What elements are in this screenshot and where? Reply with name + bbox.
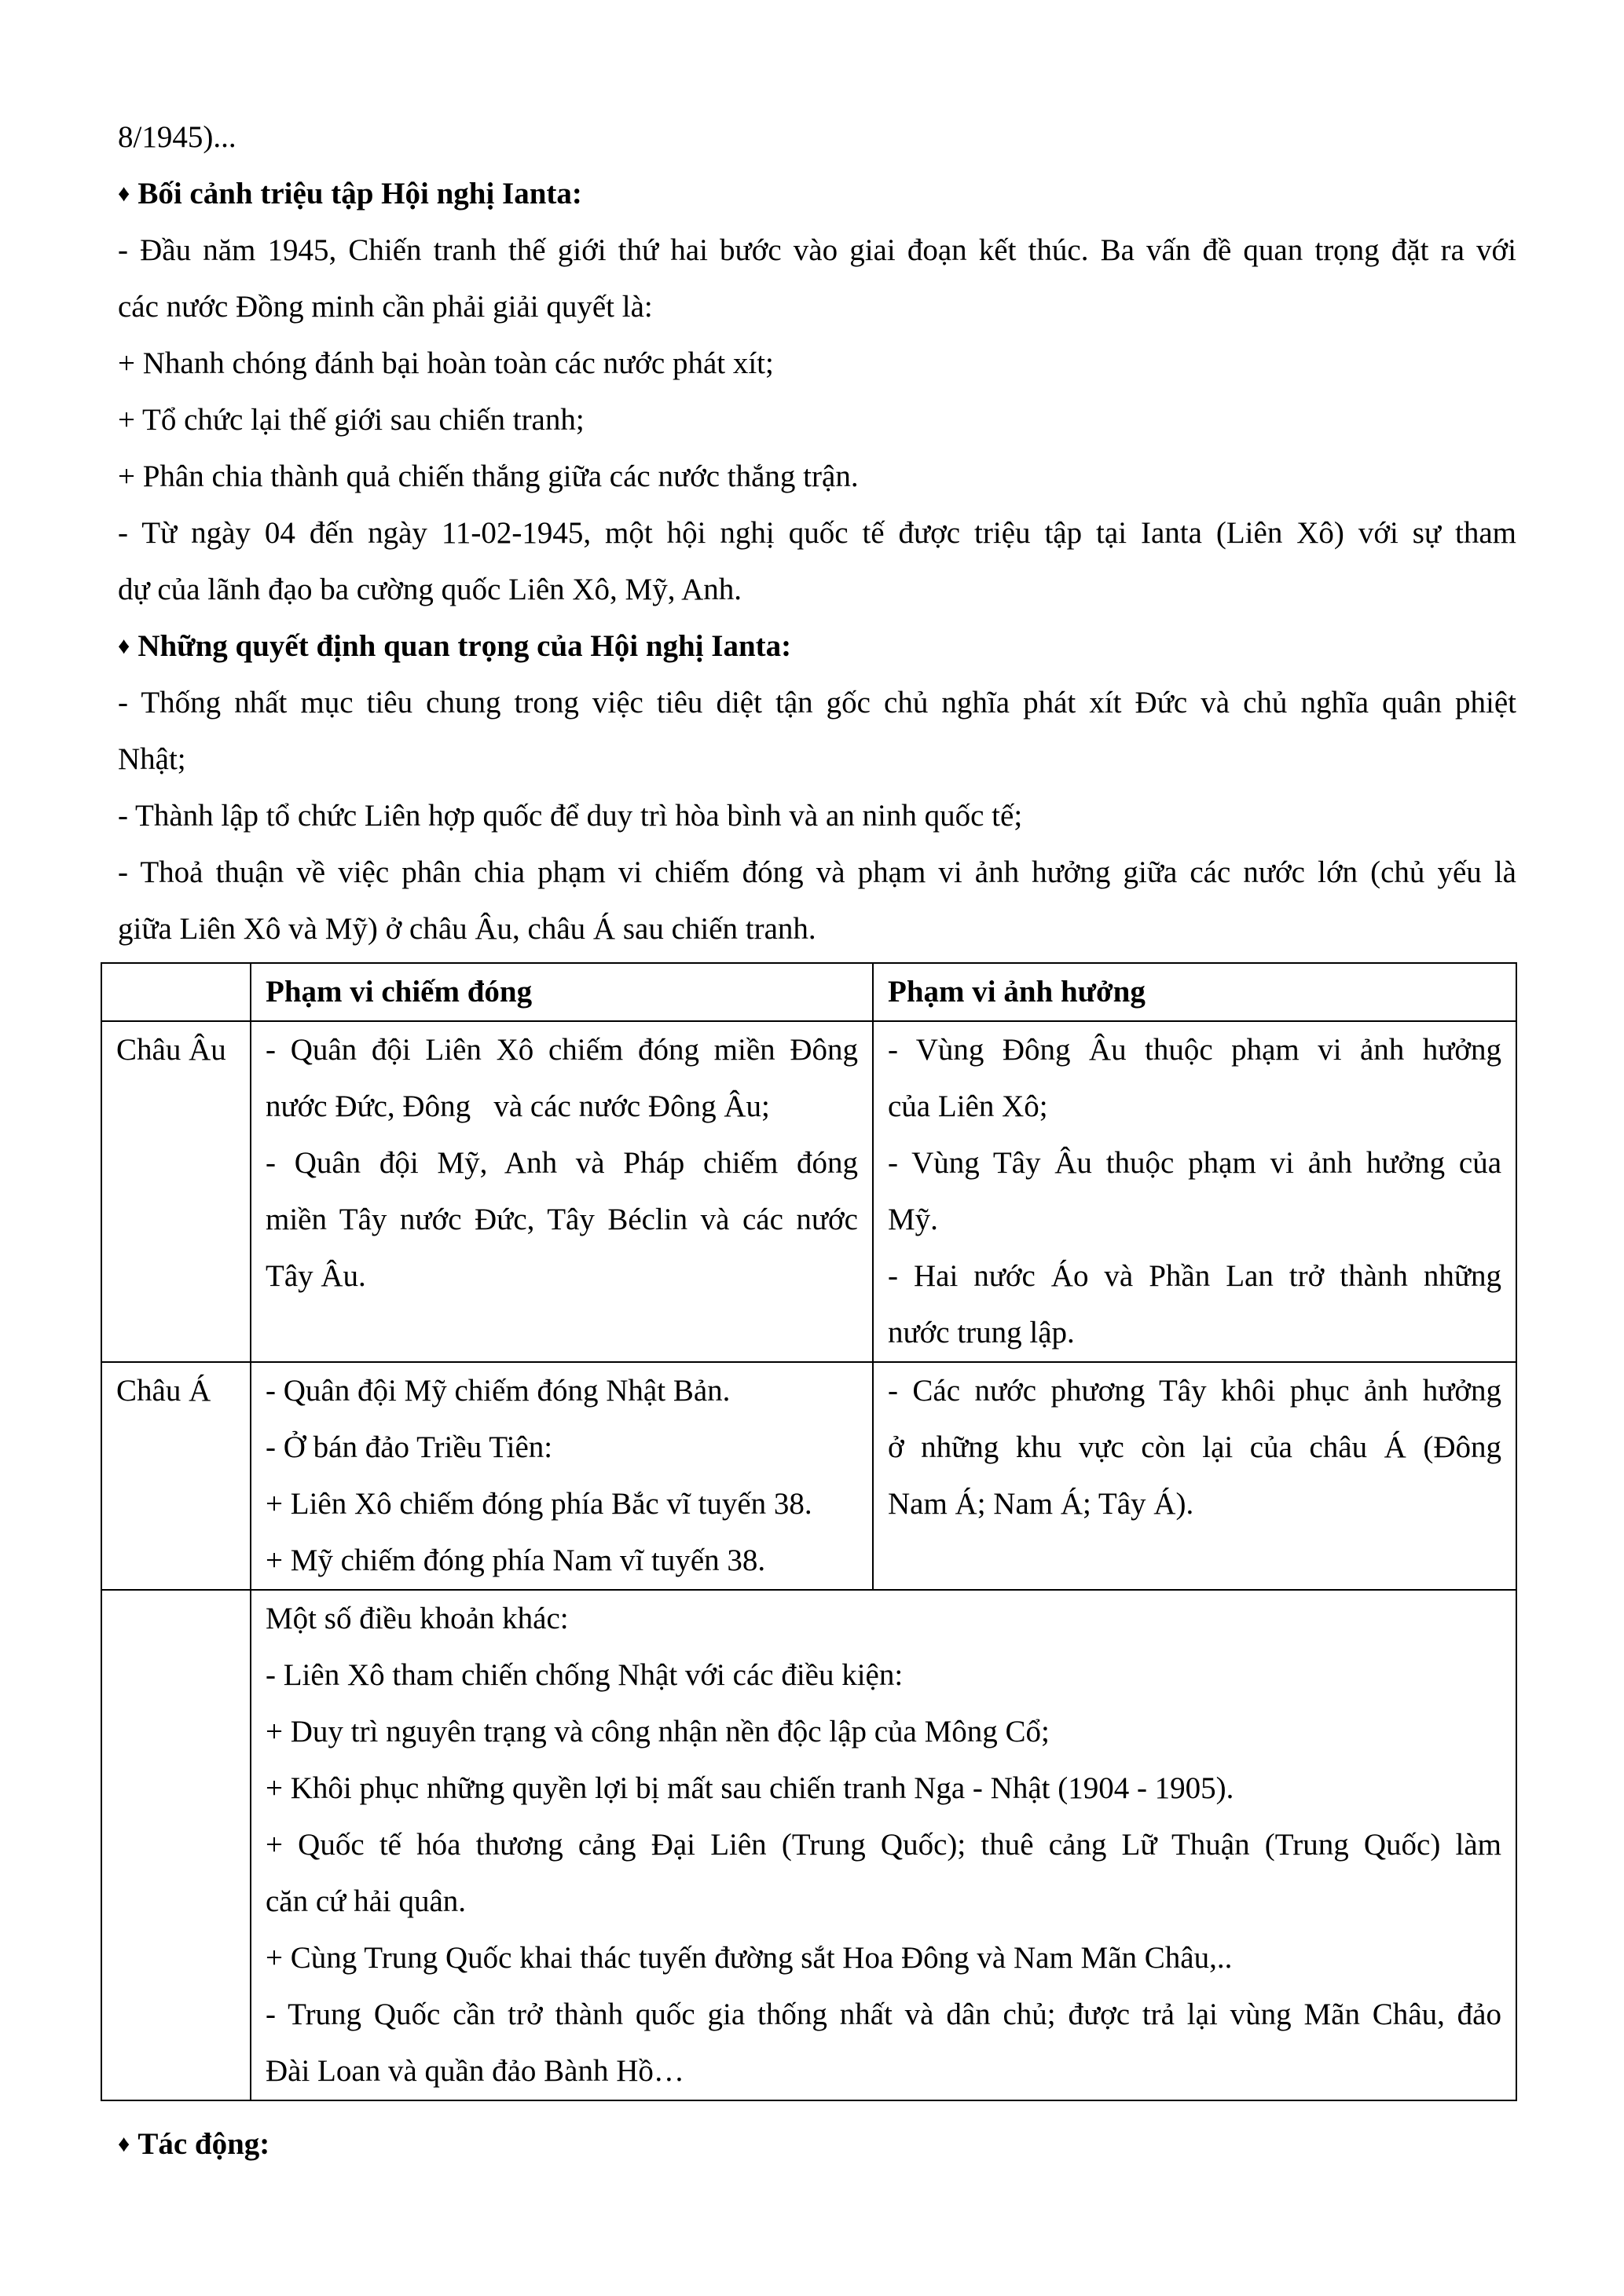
cell-line: Nam Á; Nam Á; Tây Á). — [888, 1487, 1194, 1521]
cell-line: - Ở bán đảo Triều Tiên: — [266, 1430, 553, 1464]
cell-line: - Quân đội Liên Xô chiếm đóng miền Đông — [266, 1033, 858, 1067]
cell-line: - Các nước phương Tây khôi phục ảnh hưởng — [888, 1374, 1501, 1408]
paragraph-line: + Nhanh chóng đánh bại hoàn toàn các nước phát xít; — [118, 346, 774, 380]
heading-decisions-text: Những quyết định quan trọng của Hội nghị Ianta: — [137, 629, 792, 663]
cell-line: căn cứ hải quân. — [266, 1884, 467, 1918]
europe-occupation-cell — [251, 1021, 873, 1362]
cell-line: Đài Loan và quần đảo Bành Hồ… — [266, 2054, 684, 2088]
cell-line: - Quân đội Mỹ, Anh và Pháp chiếm đóng — [266, 1146, 858, 1180]
paragraph-line: - Từ ngày 04 đến ngày 11-02-1945, một hội nghị quốc tế được triệu tập tại Ianta (Liên Xô) với sự tham — [118, 516, 1516, 550]
table-header-row — [101, 963, 1516, 1021]
cell-line: Tây Âu. — [266, 1259, 366, 1293]
table-header-influence: Phạm vi ảnh hưởng — [873, 963, 1516, 1021]
continued-text: 8/1945)... — [118, 120, 236, 154]
region-label-europe: Châu Âu — [101, 1021, 251, 1362]
cell-line: - Quân đội Mỹ chiếm đóng Nhật Bản. — [266, 1374, 731, 1408]
paragraph-line: + Phân chia thành quả chiến thắng giữa các nước thắng trận. — [118, 460, 859, 493]
cell-line: + Khôi phục những quyền lợi bị mất sau chiến tranh Nga - Nhật (1904 - 1905). — [266, 1771, 1234, 1805]
table-row-other-terms — [101, 1590, 1516, 2100]
diamond-bullet-icon: ♦ — [118, 633, 130, 659]
other-terms-label-cell — [101, 1590, 251, 2100]
paragraph-line: - Đầu năm 1945, Chiến tranh thế giới thứ hai bước vào giai đoạn kết thúc. Ba vấn đề quan trọng đặt ra với — [118, 233, 1516, 267]
paragraph-line: các nước Đồng minh cần phải giải quyết là: — [118, 290, 653, 324]
europe-influence-cell — [873, 1021, 1516, 1362]
asia-occupation-cell — [251, 1362, 873, 1590]
cell-line: - Hai nước Áo và Phần Lan trở thành những — [888, 1259, 1501, 1293]
paragraph-line: - Thoả thuận về việc phân chia phạm vi chiếm đóng và phạm vi ảnh hưởng giữa các nước lớn (chủ yếu là — [118, 855, 1516, 889]
paragraph-line: Nhật; — [118, 742, 186, 776]
cell-line: - Trung Quốc cần trở thành quốc gia thống nhất và dân chủ; được trả lại vùng Mãn Châu, đảo — [266, 1998, 1501, 2031]
table-row-asia — [101, 1362, 1516, 1590]
cell-line: nước trung lập. — [888, 1316, 1075, 1349]
diamond-bullet-icon: ♦ — [118, 181, 130, 207]
ianta-table — [101, 962, 1517, 2101]
diamond-bullet-icon: ♦ — [118, 2131, 130, 2157]
paragraph-line: - Thành lập tổ chức Liên hợp quốc để duy trì hòa bình và an ninh quốc tế; — [118, 799, 1023, 833]
asia-influence-cell — [873, 1362, 1516, 1590]
other-terms-cell — [251, 1590, 1516, 2100]
heading-context-text: Bối cảnh triệu tập Hội nghị Ianta: — [137, 177, 582, 211]
table-header-empty — [101, 963, 251, 1021]
paragraph-line: dự của lãnh đạo ba cường quốc Liên Xô, Mỹ, Anh. — [118, 573, 742, 606]
paragraph-line: + Tổ chức lại thế giới sau chiến tranh; — [118, 403, 585, 437]
cell-line: + Duy trì nguyên trạng và công nhận nền độc lập của Mông Cổ; — [266, 1715, 1050, 1749]
cell-line: nước Đức, Đông và các nước Đông Âu; — [266, 1089, 770, 1123]
heading-impact-text: Tác động: — [137, 2127, 270, 2161]
cell-line: - Vùng Đông Âu thuộc phạm vi ảnh hưởng — [888, 1033, 1501, 1067]
cell-line: ở những khu vực còn lại của châu Á (Đông — [888, 1430, 1501, 1464]
cell-line: + Cùng Trung Quốc khai thác tuyến đường sắt Hoa Đông và Nam Mãn Châu,.. — [266, 1941, 1233, 1975]
table-header-occupation: Phạm vi chiếm đóng — [251, 963, 873, 1021]
cell-line: Mỹ. — [888, 1203, 938, 1236]
table-row-europe — [101, 1021, 1516, 1362]
heading-impact — [118, 2125, 1516, 2164]
cell-line: Một số điều khoản khác: — [266, 1602, 569, 1635]
paragraph-line: - Thống nhất mục tiêu chung trong việc tiêu diệt tận gốc chủ nghĩa phát xít Đức và chủ nghĩa quân phiệt — [118, 686, 1516, 720]
paragraph-line: giữa Liên Xô và Mỹ) ở châu Âu, châu Á sau chiến tranh. — [118, 912, 816, 946]
heading-decisions — [118, 627, 1516, 666]
region-label-asia: Châu Á — [101, 1362, 251, 1590]
cell-line: miền Tây nước Đức, Tây Béclin và các nước — [266, 1203, 858, 1236]
cell-line: - Liên Xô tham chiến chống Nhật với các điều kiện: — [266, 1658, 904, 1692]
cell-line: + Quốc tế hóa thương cảng Đại Liên (Trung Quốc); thuê cảng Lữ Thuận (Trung Quốc) làm — [266, 1828, 1501, 1862]
heading-context — [118, 174, 1516, 214]
cell-line: - Vùng Tây Âu thuộc phạm vi ảnh hưởng của — [888, 1146, 1501, 1180]
cell-line: + Liên Xô chiếm đóng phía Bắc vĩ tuyến 38. — [266, 1487, 812, 1521]
cell-line: của Liên Xô; — [888, 1089, 1048, 1123]
cell-line: + Mỹ chiếm đóng phía Nam vĩ tuyến 38. — [266, 1543, 766, 1577]
